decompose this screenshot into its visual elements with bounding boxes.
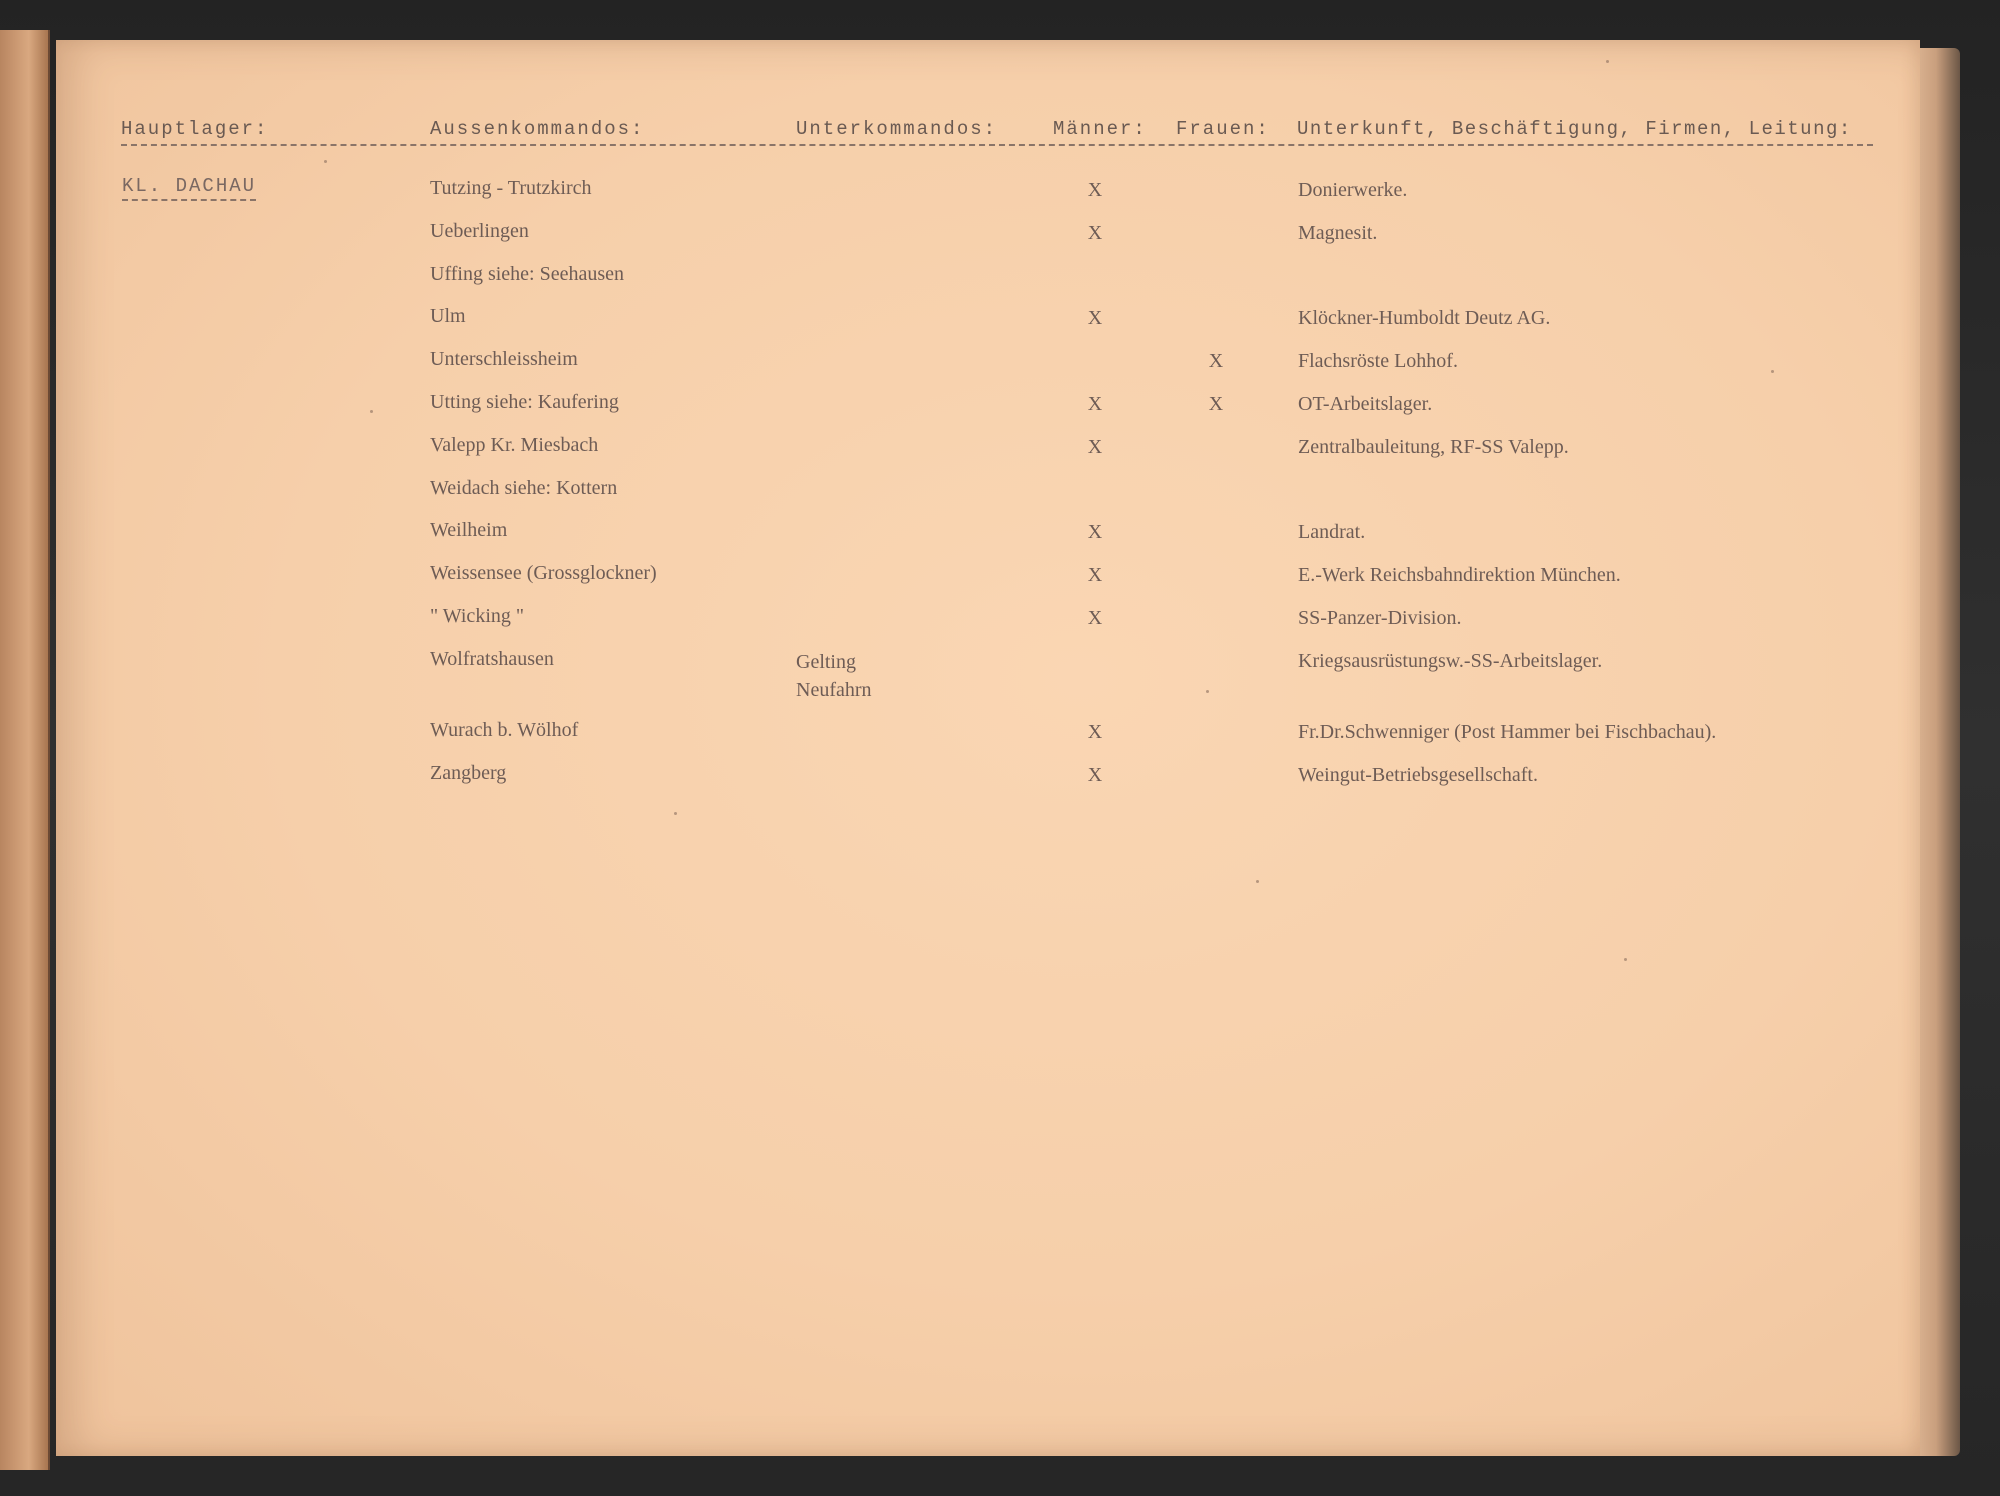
- camp-name: KL. DACHAU: [122, 175, 256, 201]
- aussenkommando-cell: Utting siehe: Kaufering: [430, 391, 619, 413]
- unterkunft-cell: Magnesit.: [1298, 222, 1378, 244]
- paper-speck: [370, 410, 373, 413]
- unterkunft-cell: Fr.Dr.Schwenniger (Post Hammer bei Fischbachau).: [1298, 721, 1717, 743]
- paper-speck: [1256, 880, 1259, 883]
- paper-speck: [1606, 60, 1609, 63]
- header-unterkommandos: Unterkommandos:: [796, 118, 998, 140]
- unterkunft-cell: Kriegsausrüstungsw.-SS-Arbeitslager.: [1298, 650, 1603, 672]
- header-rule: [121, 144, 1873, 146]
- paper-speck: [1206, 690, 1209, 693]
- frauen-mark: X: [1208, 350, 1224, 372]
- unterkunft-cell: SS-Panzer-Division.: [1298, 607, 1462, 629]
- maenner-mark: X: [1087, 179, 1103, 201]
- unterkunft-cell: Weingut-Betriebsgesellschaft.: [1298, 764, 1538, 786]
- aussenkommando-cell: Unterschleissheim: [430, 348, 578, 370]
- aussenkommando-cell: Wolfratshausen: [430, 648, 554, 670]
- aussenkommando-cell: Weissensee (Grossglockner): [430, 562, 657, 584]
- maenner-mark: X: [1087, 721, 1103, 743]
- maenner-mark: X: [1087, 764, 1103, 786]
- table-header: [121, 118, 1871, 152]
- maenner-mark: X: [1087, 607, 1103, 629]
- aussenkommando-cell: " Wicking ": [430, 605, 525, 627]
- unterkunft-cell: OT-Arbeitslager.: [1298, 393, 1433, 415]
- aussenkommando-cell: Weilheim: [430, 519, 508, 541]
- paper-speck: [1624, 958, 1627, 961]
- maenner-mark: X: [1087, 393, 1103, 415]
- header-hauptlager: Hauptlager:: [121, 118, 269, 140]
- paper-speck: [674, 812, 677, 815]
- unterkunft-cell: Zentralbauleitung, RF-SS Valepp.: [1298, 436, 1569, 458]
- maenner-mark: X: [1087, 222, 1103, 244]
- maenner-mark: X: [1087, 521, 1103, 543]
- maenner-mark: X: [1087, 307, 1103, 329]
- unterkunft-cell: Klöckner-Humboldt Deutz AG.: [1298, 307, 1551, 329]
- header-maenner: Männer:: [1053, 118, 1147, 140]
- header-unterkunft: Unterkunft, Beschäftigung, Firmen, Leitung:: [1297, 118, 1852, 140]
- maenner-mark: X: [1087, 564, 1103, 586]
- frauen-mark: X: [1208, 393, 1224, 415]
- aussenkommando-cell: Valepp Kr. Miesbach: [430, 434, 599, 456]
- header-frauen: Frauen:: [1176, 118, 1270, 140]
- unterkommando-cell: Gelting Neufahrn: [796, 651, 872, 701]
- maenner-mark: X: [1087, 436, 1103, 458]
- unterkunft-cell: Flachsröste Lohhof.: [1298, 350, 1458, 372]
- aussenkommando-cell: Weidach siehe: Kottern: [430, 477, 618, 499]
- aussenkommando-cell: Uffing siehe: Seehausen: [430, 263, 625, 285]
- aussenkommando-cell: Tutzing - Trutzkirch: [430, 177, 592, 199]
- paper-speck: [1771, 370, 1774, 373]
- header-aussenkommandos: Aussenkommandos:: [430, 118, 645, 140]
- aussenkommando-cell: Wurach b. Wölhof: [430, 719, 579, 741]
- left-page-edge: [0, 30, 50, 1470]
- paper-speck: [324, 160, 327, 163]
- aussenkommando-cell: Ueberlingen: [430, 220, 529, 242]
- document-page: [56, 40, 1920, 1456]
- unterkunft-cell: Donierwerke.: [1298, 179, 1408, 201]
- aussenkommando-cell: Ulm: [430, 305, 466, 327]
- unterkunft-cell: Landrat.: [1298, 521, 1366, 543]
- aussenkommando-cell: Zangberg: [430, 762, 507, 784]
- unterkunft-cell: E.-Werk Reichsbahndirektion München.: [1298, 564, 1621, 586]
